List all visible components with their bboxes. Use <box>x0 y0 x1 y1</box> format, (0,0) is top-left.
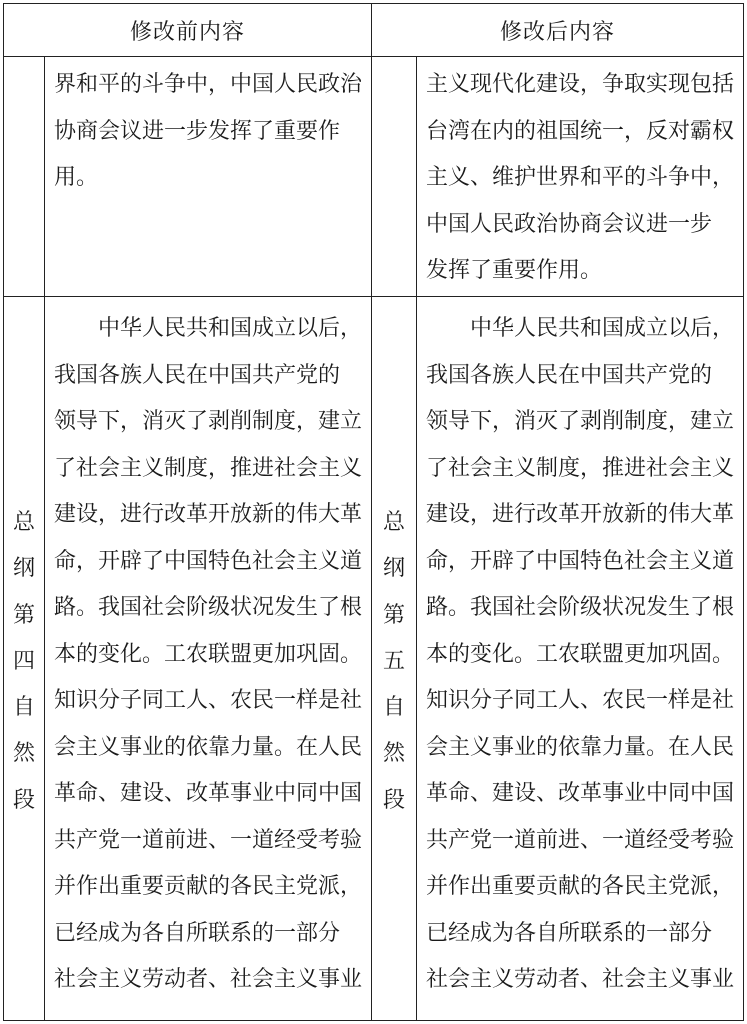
text-line: 了社会主义制度，推进社会主义 <box>426 455 735 481</box>
text-line: 建设，进行改革开放新的伟大革 <box>426 502 735 527</box>
label-char: 纲 <box>12 556 35 582</box>
text-line: 已经成为各自所联系的一部分 <box>54 920 341 946</box>
text-line: 革命、建设、改革事业中同中国 <box>54 781 363 806</box>
text-line: 路。我国社会阶级状况发生了根 <box>54 595 363 620</box>
text-line: 界和平的斗争中，中国人民政治 <box>54 72 363 97</box>
row1-after-text <box>426 62 742 295</box>
text-line: 共产党一道前进、一道经受考验 <box>54 827 363 853</box>
text-line: 用。 <box>54 165 99 190</box>
text-line: 知识分子同工人、农民一样是社 <box>54 688 363 713</box>
label-char: 四 <box>12 648 35 674</box>
column-divider-right-label <box>416 56 417 1020</box>
header-divider <box>4 56 743 57</box>
label-char: 总 <box>382 510 405 535</box>
row1-before-text <box>54 62 368 202</box>
label-char: 段 <box>12 787 35 813</box>
text-line: 本的变化。工农联盟更加巩固。 <box>54 641 363 667</box>
text-line: 革命、建设、改革事业中同中国 <box>426 781 735 806</box>
text-line: 中国人民政治协商会议进一步 <box>426 211 713 237</box>
text-line: 建设，进行改革开放新的伟大革 <box>54 502 363 527</box>
row-divider <box>4 296 743 297</box>
text-line: 了社会主义制度，推进社会主义 <box>54 455 363 481</box>
text-line: 社会主义劳动者、社会主义事业 <box>54 967 363 992</box>
text-line: 会主义事业的依靠力量。在人民 <box>426 734 735 760</box>
text-line: 主义现代化建设，争取实现包括 <box>426 72 735 97</box>
text-line: 发挥了重要作用。 <box>426 258 603 283</box>
text-line: 共产党一道前进、一道经受考验 <box>426 827 735 853</box>
text-line: 中华人民共和国成立以后， <box>426 316 735 341</box>
text-line: 命，开辟了中国特色社会主义道 <box>426 548 735 574</box>
row2-before-text <box>54 306 368 1004</box>
row2-after-text <box>426 306 742 1004</box>
text-line: 中华人民共和国成立以后， <box>54 316 363 341</box>
label-char: 第 <box>382 602 405 628</box>
text-line: 命，开辟了中国特色社会主义道 <box>54 548 363 574</box>
text-line: 台湾在内的祖国统一，反对霸权 <box>426 118 735 144</box>
label-char: 总 <box>12 510 35 535</box>
label-char: 然 <box>382 741 405 767</box>
column-divider-left-label <box>44 56 45 1020</box>
header-after: 修改后内容 <box>499 19 615 45</box>
text-line: 主义、维护世界和平的斗争中， <box>426 165 735 190</box>
label-char: 段 <box>382 787 405 813</box>
text-line: 领导下，消灭了剥削制度，建立 <box>54 409 363 434</box>
comparison-table <box>3 3 744 1021</box>
text-line: 路。我国社会阶级状况发生了根 <box>426 595 735 620</box>
row2-after-label <box>372 500 416 824</box>
label-char: 第 <box>12 602 35 628</box>
row2-before-label <box>4 500 44 824</box>
text-line: 知识分子同工人、农民一样是社 <box>426 688 735 713</box>
label-char: 五 <box>382 648 405 674</box>
label-char: 然 <box>12 741 35 767</box>
header-before: 修改前内容 <box>129 19 245 45</box>
text-line: 领导下，消灭了剥削制度，建立 <box>426 409 735 434</box>
text-line: 社会主义劳动者、社会主义事业 <box>426 967 735 992</box>
text-line: 并作出重要贡献的各民主党派， <box>426 874 735 899</box>
label-char: 纲 <box>382 556 405 582</box>
text-line: 我国各族人民在中国共产党的 <box>54 362 341 388</box>
text-line: 协商会议进一步发挥了重要作 <box>54 118 341 144</box>
text-line: 会主义事业的依靠力量。在人民 <box>54 734 363 760</box>
label-char: 自 <box>12 695 35 721</box>
label-char: 自 <box>382 695 405 721</box>
text-line: 已经成为各自所联系的一部分 <box>426 920 713 946</box>
text-line: 我国各族人民在中国共产党的 <box>426 362 713 388</box>
text-line: 本的变化。工农联盟更加巩固。 <box>426 641 735 667</box>
text-line: 并作出重要贡献的各民主党派， <box>54 874 363 899</box>
